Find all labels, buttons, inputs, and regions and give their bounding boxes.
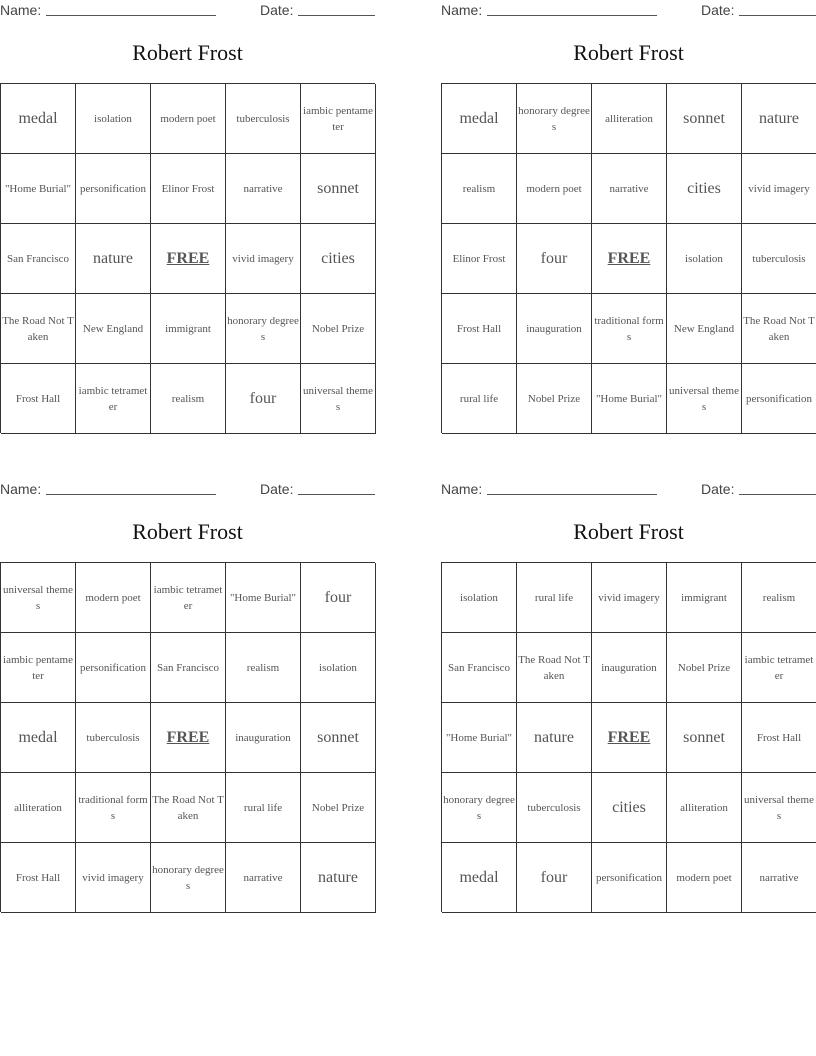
bingo-cell: tuberculosis bbox=[226, 84, 301, 154]
bingo-cell: universal themes bbox=[667, 364, 742, 434]
bingo-cell: sonnet bbox=[667, 703, 742, 773]
bingo-cell: isolation bbox=[301, 633, 376, 703]
bingo-cell: The Road Not Taken bbox=[151, 773, 226, 843]
name-date-row bbox=[0, 0, 375, 22]
bingo-cell: Frost Hall bbox=[1, 843, 76, 913]
bingo-cell: "Home Burial" bbox=[226, 563, 301, 633]
bingo-grid bbox=[0, 83, 375, 433]
bingo-cell: The Road Not Taken bbox=[742, 294, 816, 364]
bingo-cell: vivid imagery bbox=[742, 154, 816, 224]
bingo-cell: "Home Burial" bbox=[442, 703, 517, 773]
bingo-cell: cities bbox=[301, 224, 376, 294]
date-line[interactable] bbox=[298, 15, 375, 16]
bingo-cell: narrative bbox=[226, 843, 301, 913]
date-line[interactable] bbox=[739, 494, 816, 495]
bingo-cell: narrative bbox=[226, 154, 301, 224]
bingo-cell: honorary degrees bbox=[226, 294, 301, 364]
bingo-cell: personification bbox=[742, 364, 816, 434]
bingo-cell: San Francisco bbox=[151, 633, 226, 703]
bingo-cell: honorary degrees bbox=[151, 843, 226, 913]
date-line[interactable] bbox=[739, 15, 816, 16]
bingo-cell: nature bbox=[517, 703, 592, 773]
bingo-cell: isolation bbox=[442, 563, 517, 633]
bingo-cell: personification bbox=[76, 633, 151, 703]
bingo-cell: personification bbox=[76, 154, 151, 224]
bingo-cell: sonnet bbox=[667, 84, 742, 154]
bingo-cell: iambic pentameter bbox=[1, 633, 76, 703]
bingo-cell: "Home Burial" bbox=[1, 154, 76, 224]
bingo-card bbox=[0, 479, 375, 919]
bingo-cell: four bbox=[301, 563, 376, 633]
bingo-cell: vivid imagery bbox=[76, 843, 151, 913]
bingo-cell: rural life bbox=[442, 364, 517, 434]
name-label: Name: bbox=[0, 2, 42, 18]
bingo-cell: realism bbox=[742, 563, 816, 633]
bingo-cell: modern poet bbox=[151, 84, 226, 154]
bingo-cell: four bbox=[517, 843, 592, 913]
bingo-cell: universal themes bbox=[301, 364, 376, 434]
free-space: FREE bbox=[151, 224, 226, 294]
bingo-cell: honorary degrees bbox=[442, 773, 517, 843]
bingo-cell: The Road Not Taken bbox=[1, 294, 76, 364]
bingo-cell: medal bbox=[1, 703, 76, 773]
bingo-cell: immigrant bbox=[151, 294, 226, 364]
bingo-cell: isolation bbox=[76, 84, 151, 154]
bingo-cell: honorary degrees bbox=[517, 84, 592, 154]
bingo-cell: modern poet bbox=[517, 154, 592, 224]
bingo-cell: realism bbox=[226, 633, 301, 703]
name-date-row bbox=[441, 0, 816, 22]
date-label: Date: bbox=[260, 481, 294, 497]
bingo-cell: inauguration bbox=[592, 633, 667, 703]
bingo-cell: alliteration bbox=[667, 773, 742, 843]
name-line[interactable] bbox=[487, 15, 657, 16]
bingo-cell: four bbox=[517, 224, 592, 294]
bingo-cell: universal themes bbox=[742, 773, 816, 843]
bingo-cell: sonnet bbox=[301, 703, 376, 773]
bingo-cell: nature bbox=[742, 84, 816, 154]
bingo-cell: iambic pentameter bbox=[301, 84, 376, 154]
bingo-cell: personification bbox=[592, 843, 667, 913]
bingo-cell: medal bbox=[442, 843, 517, 913]
bingo-cell: San Francisco bbox=[1, 224, 76, 294]
bingo-cell: Frost Hall bbox=[1, 364, 76, 434]
bingo-grid bbox=[0, 562, 375, 912]
bingo-cell: Nobel Prize bbox=[301, 294, 376, 364]
bingo-cell: tuberculosis bbox=[517, 773, 592, 843]
bingo-cell: "Home Burial" bbox=[592, 364, 667, 434]
bingo-grid bbox=[441, 83, 816, 433]
bingo-cell: medal bbox=[1, 84, 76, 154]
bingo-cell: rural life bbox=[517, 563, 592, 633]
bingo-cell: realism bbox=[151, 364, 226, 434]
bingo-cell: Nobel Prize bbox=[517, 364, 592, 434]
name-date-row bbox=[441, 479, 816, 501]
bingo-cell: four bbox=[226, 364, 301, 434]
date-line[interactable] bbox=[298, 494, 375, 495]
bingo-cell: universal themes bbox=[1, 563, 76, 633]
bingo-cell: tuberculosis bbox=[76, 703, 151, 773]
bingo-cell: vivid imagery bbox=[592, 563, 667, 633]
bingo-cell: San Francisco bbox=[442, 633, 517, 703]
bingo-cell: isolation bbox=[667, 224, 742, 294]
bingo-cell: The Road Not Taken bbox=[517, 633, 592, 703]
bingo-card bbox=[441, 479, 816, 919]
bingo-cell: New England bbox=[76, 294, 151, 364]
name-label: Name: bbox=[441, 481, 483, 497]
bingo-cell: Frost Hall bbox=[442, 294, 517, 364]
bingo-cell: nature bbox=[76, 224, 151, 294]
free-space: FREE bbox=[592, 703, 667, 773]
bingo-cell: immigrant bbox=[667, 563, 742, 633]
bingo-cell: tuberculosis bbox=[742, 224, 816, 294]
date-label: Date: bbox=[260, 2, 294, 18]
bingo-cell: inauguration bbox=[517, 294, 592, 364]
bingo-cell: modern poet bbox=[667, 843, 742, 913]
name-label: Name: bbox=[0, 481, 42, 497]
card-title: Robert Frost bbox=[132, 519, 243, 544]
bingo-cell: Frost Hall bbox=[742, 703, 816, 773]
name-line[interactable] bbox=[46, 494, 216, 495]
bingo-cell: vivid imagery bbox=[226, 224, 301, 294]
bingo-cell: sonnet bbox=[301, 154, 376, 224]
card-title: Robert Frost bbox=[573, 519, 684, 544]
bingo-cell: cities bbox=[667, 154, 742, 224]
bingo-cell: iambic tetrameter bbox=[151, 563, 226, 633]
bingo-cell: narrative bbox=[742, 843, 816, 913]
bingo-card bbox=[441, 0, 816, 440]
free-space: FREE bbox=[592, 224, 667, 294]
bingo-card bbox=[0, 0, 375, 440]
name-line[interactable] bbox=[487, 494, 657, 495]
bingo-grid bbox=[441, 562, 816, 912]
bingo-cell: Elinor Frost bbox=[442, 224, 517, 294]
bingo-cell: cities bbox=[592, 773, 667, 843]
bingo-cell: inauguration bbox=[226, 703, 301, 773]
bingo-cell: modern poet bbox=[76, 563, 151, 633]
bingo-cell: rural life bbox=[226, 773, 301, 843]
bingo-cell: Nobel Prize bbox=[301, 773, 376, 843]
bingo-cell: narrative bbox=[592, 154, 667, 224]
date-label: Date: bbox=[701, 481, 735, 497]
bingo-cell: iambic tetrameter bbox=[76, 364, 151, 434]
name-label: Name: bbox=[441, 2, 483, 18]
bingo-cell: New England bbox=[667, 294, 742, 364]
bingo-cell: traditional forms bbox=[592, 294, 667, 364]
bingo-cell: iambic tetrameter bbox=[742, 633, 816, 703]
bingo-cell: alliteration bbox=[592, 84, 667, 154]
bingo-cell: realism bbox=[442, 154, 517, 224]
card-title: Robert Frost bbox=[132, 40, 243, 65]
bingo-cell: alliteration bbox=[1, 773, 76, 843]
bingo-cell: nature bbox=[301, 843, 376, 913]
name-date-row bbox=[0, 479, 375, 501]
bingo-cell: traditional forms bbox=[76, 773, 151, 843]
bingo-cell: medal bbox=[442, 84, 517, 154]
card-title: Robert Frost bbox=[573, 40, 684, 65]
bingo-cell: Nobel Prize bbox=[667, 633, 742, 703]
date-label: Date: bbox=[701, 2, 735, 18]
name-line[interactable] bbox=[46, 15, 216, 16]
bingo-cell: Elinor Frost bbox=[151, 154, 226, 224]
free-space: FREE bbox=[151, 703, 226, 773]
